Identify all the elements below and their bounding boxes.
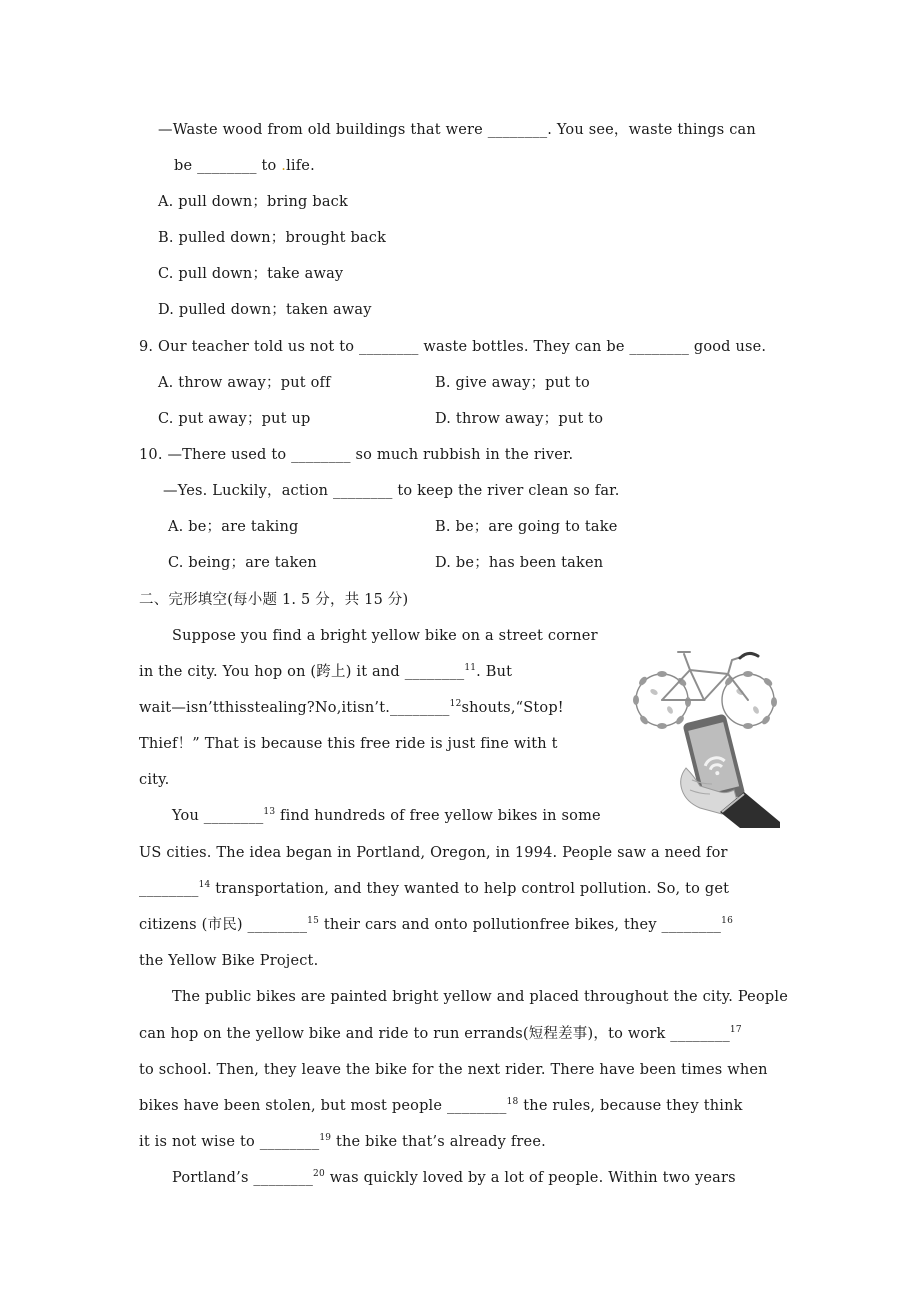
passage-p3-line-2 — [139, 1024, 742, 1044]
q8-option-b[interactable]: B. pulled down；brought back — [158, 230, 387, 246]
blank-number-12: 12 — [449, 699, 462, 709]
q10-option-b[interactable]: B. be；are going to take — [435, 519, 618, 535]
q10-stem-line-2: —Yes. Luckily，action ________ to keep the river clean so far. — [163, 483, 620, 499]
q8-answer-line-1: —Waste wood from old buildings that were ________. You see，waste things can — [158, 122, 756, 138]
blank-number-14: 14 — [198, 880, 211, 890]
q8-line2-end: life. — [286, 158, 315, 174]
p2-l4-text: citizens (市民) ________ — [139, 917, 308, 933]
passage-p2-line-3 — [139, 879, 729, 899]
passage-p2-line-1 — [172, 806, 601, 826]
bike-and-phone-illustration-icon — [632, 640, 780, 828]
passage-p3-line-3: to school. Then, they leave the bike for the next rider. There have been times when — [139, 1062, 768, 1078]
p2-l3-blank: ________ — [139, 881, 199, 897]
q9-option-a[interactable]: A. throw away；put off — [158, 375, 331, 391]
passage-p2-line-4 — [139, 915, 733, 935]
blank-number-16: 16 — [721, 916, 733, 926]
q8-answer-line-2 — [174, 156, 315, 176]
passage-p1-line-5: city. — [139, 772, 170, 788]
blank-number-20: 20 — [313, 1169, 325, 1179]
passage-p2-line-5: the Yellow Bike Project. — [139, 953, 319, 969]
p4-l1-text: Portland’s ________ — [172, 1170, 314, 1186]
p3-l4-end: the rules, because they think — [518, 1098, 743, 1114]
p2-l3-end: transportation, and they wanted to help control pollution. So, to get — [210, 881, 730, 897]
q8-option-a[interactable]: A. pull down；bring back — [158, 194, 348, 210]
q10-option-c[interactable]: C. being；are taken — [168, 555, 317, 571]
p3-l4-text: bikes have been stolen, but most people ________ — [139, 1098, 507, 1114]
q8-option-c[interactable]: C. pull down；take away — [158, 266, 344, 282]
p3-l2-text: can hop on the yellow bike and ride to run errands(短程差事)，to work ________ — [139, 1026, 730, 1042]
passage-p1-line-3 — [139, 698, 564, 718]
blank-number-17: 17 — [729, 1025, 742, 1035]
passage-p3-line-5 — [139, 1132, 546, 1152]
p2-l4-mid: their cars and onto pollutionfree bikes, they ________ — [319, 917, 722, 933]
p2-l1-text: You ________ — [172, 808, 264, 824]
q10-option-a[interactable]: A. be；are taking — [168, 519, 299, 535]
blank-number-13: 13 — [263, 807, 276, 817]
p1-l2-end: . But — [476, 664, 513, 680]
section-title-cloze: 二、完形填空(每小题 1. 5 分，共 15 分) — [139, 592, 409, 608]
passage-p1-line-4: Thief！” That is because this free ride is just fine with t — [139, 736, 558, 752]
blank-number-18: 18 — [506, 1097, 519, 1107]
passage-p3-line-1: The public bikes are painted bright yellow and placed throughout the city. People — [172, 989, 788, 1005]
passage-p1-line-1: Suppose you find a bright yellow bike on a street corner — [172, 628, 598, 644]
p1-l3-end: shouts,“Stop! — [461, 700, 564, 716]
p1-l3-text: wait—isn’tthisstealing?No,itisn’t.________ — [139, 700, 450, 716]
q10-stem: 10. —There used to ________ so much rubbish in the river. — [139, 447, 574, 463]
q8-line2-text: be ________ to — [174, 158, 282, 174]
q9-option-d[interactable]: D. throw away；put to — [435, 411, 604, 427]
q9-option-b[interactable]: B. give away；put to — [435, 375, 590, 391]
q8-line2-dot: . — [281, 158, 287, 174]
passage-p3-line-4 — [139, 1096, 743, 1116]
q8-option-d[interactable]: D. pulled down；taken away — [158, 302, 372, 318]
blank-number-11: 11 — [464, 663, 477, 673]
p1-l2-text: in the city. You hop on (跨上) it and ________ — [139, 664, 465, 680]
p3-l5-text: it is not wise to ________ — [139, 1134, 320, 1150]
q10-option-d[interactable]: D. be；has been taken — [435, 555, 604, 571]
p2-l1-end: find hundreds of free yellow bikes in some — [275, 808, 601, 824]
p4-l1-end: was quickly loved by a lot of people. Within two years — [324, 1170, 736, 1186]
q9-stem: 9. Our teacher told us not to ________ waste bottles. They can be ________ good use. — [139, 339, 767, 355]
q9-option-c[interactable]: C. put away；put up — [158, 411, 311, 427]
p3-l5-end: the bike that’s already free. — [331, 1134, 546, 1150]
passage-p4-line-1 — [172, 1168, 736, 1188]
blank-number-19: 19 — [319, 1133, 332, 1143]
passage-p2-line-2: US cities. The idea began in Portland, Oregon, in 1994. People saw a need for — [139, 845, 728, 861]
blank-number-15: 15 — [307, 916, 320, 926]
passage-p1-line-2 — [139, 662, 512, 682]
